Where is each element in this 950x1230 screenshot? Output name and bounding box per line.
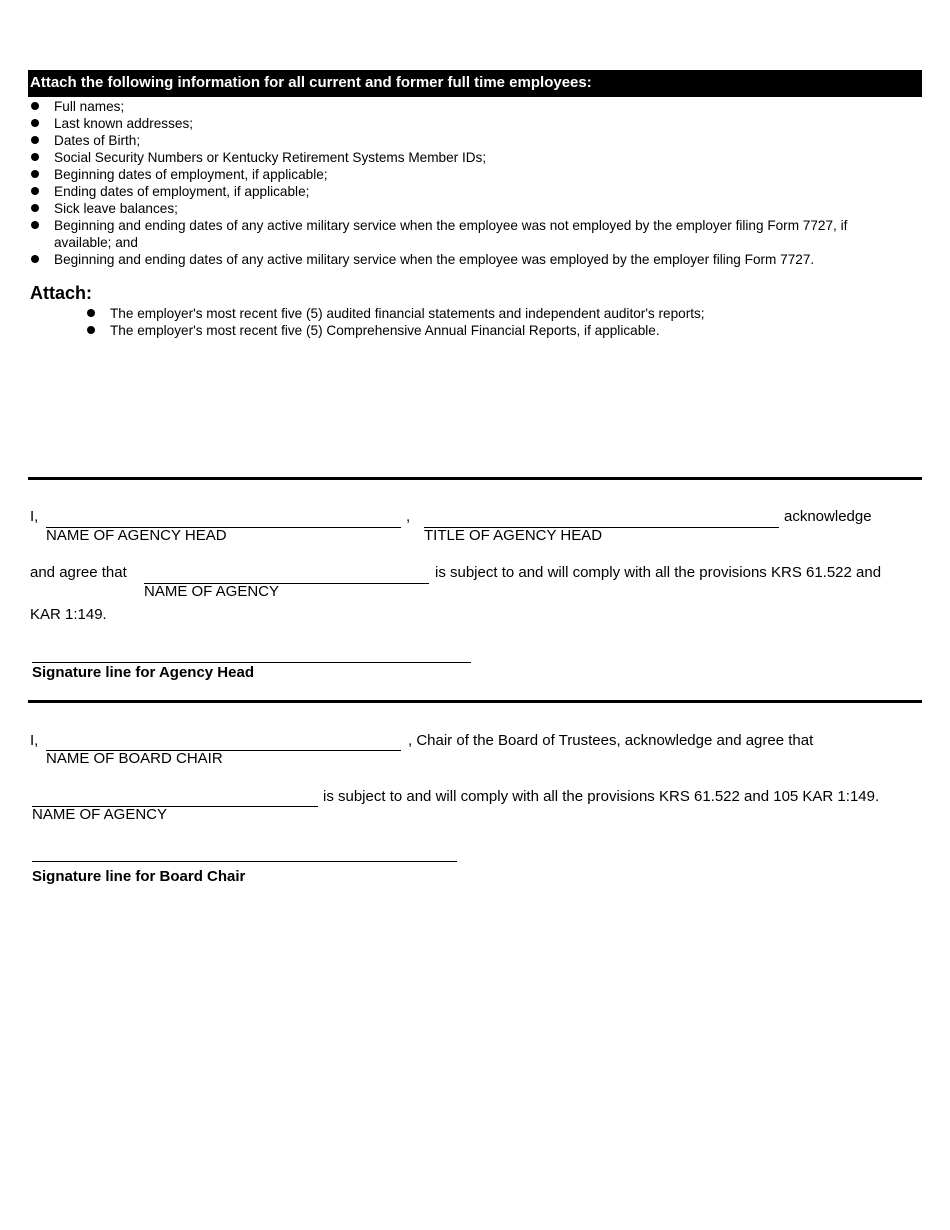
attach-heading: Attach:	[30, 283, 92, 303]
list-item: Social Security Numbers or Kentucky Retirement Systems Member IDs;	[28, 149, 922, 166]
list-item: Sick leave balances;	[28, 200, 922, 217]
list-item: The employer's most recent five (5) audited financial statements and independent auditor's reports;	[84, 305, 924, 322]
list-item: Beginning and ending dates of any active military service when the employee was not employed by the employer filing Form 7727, if available; and	[28, 217, 922, 251]
list-item: Beginning dates of employment, if applicable;	[28, 166, 922, 183]
bullet-icon	[31, 136, 39, 144]
list-item: Ending dates of employment, if applicable;	[28, 183, 922, 200]
agency-head-name-caption: NAME OF AGENCY HEAD	[46, 527, 227, 544]
acknowledge-label: acknowledge	[784, 508, 872, 525]
section-divider	[28, 700, 922, 703]
bullet-icon	[87, 309, 95, 317]
attach-list	[84, 305, 924, 339]
compliance-text: is subject to and will comply with all the provisions KRS 61.522 and	[435, 564, 882, 581]
kar-text: KAR 1:149.	[30, 606, 107, 623]
list-item: Beginning and ending dates of any active military service when the employee was employed by the employer filing Form 7727.	[28, 251, 922, 268]
bullet-icon	[31, 187, 39, 195]
list-item: The employer's most recent five (5) Comprehensive Annual Financial Reports, if applicable.	[84, 322, 924, 339]
board-chair-signature-line[interactable]	[32, 861, 457, 862]
agency-head-signature-line[interactable]	[32, 662, 471, 663]
bullet-icon	[31, 153, 39, 161]
bullet-icon	[31, 102, 39, 110]
list-item: Dates of Birth;	[28, 132, 922, 149]
board-agency-name-caption: NAME OF AGENCY	[32, 806, 168, 823]
bullet-icon	[31, 170, 39, 178]
list-item: Full names;	[28, 98, 922, 115]
comma-separator: ,	[406, 508, 411, 525]
compliance-text: is subject to and will comply with all the provisions KRS 61.522 and 105 KAR 1:149.	[323, 788, 880, 805]
bullet-icon	[31, 119, 39, 127]
and-agree-label: and agree that	[30, 564, 127, 581]
agency-head-title-caption: TITLE OF AGENCY HEAD	[424, 527, 603, 544]
bullet-icon	[87, 326, 95, 334]
agency-name-caption: NAME OF AGENCY	[144, 583, 280, 600]
agency-head-signature-label: Signature line for Agency Head	[32, 664, 254, 681]
list-item: Last known addresses;	[28, 115, 922, 132]
employee-info-list	[28, 98, 922, 268]
chair-text: , Chair of the Board of Trustees, acknowledge and agree that	[408, 732, 814, 749]
i-label: I,	[30, 732, 39, 749]
bullet-icon	[31, 221, 39, 229]
section-header: Attach the following information for all current and former full time employees:	[28, 70, 922, 97]
board-chair-name-caption: NAME OF BOARD CHAIR	[46, 750, 223, 767]
section-divider	[28, 477, 922, 480]
board-chair-signature-label: Signature line for Board Chair	[32, 868, 246, 885]
bullet-icon	[31, 255, 39, 263]
bullet-icon	[31, 204, 39, 212]
i-label: I,	[30, 508, 39, 525]
